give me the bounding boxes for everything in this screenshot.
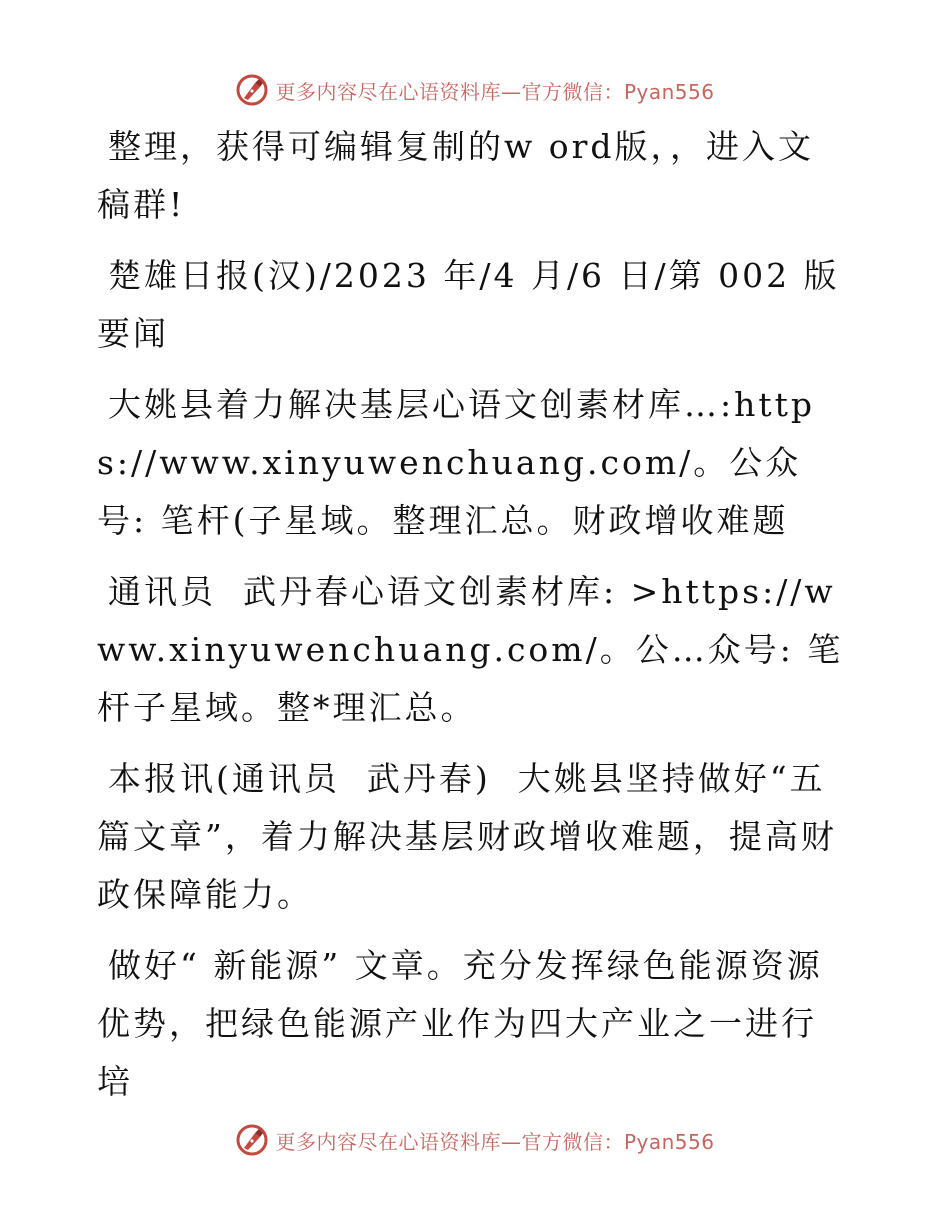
banner-text: 更多内容尽在心语资料库—官方微信：Pyan556 [275,1129,715,1154]
pen-nib-logo-icon [235,1123,269,1157]
paragraph-source: 楚雄日报(汉)/2023 年/4 月/6 日/第 002 版要闻 [97,256,840,353]
footer-banner [0,1118,950,1162]
banner-text: 更多内容尽在心语资料库—官方微信：Pyan556 [275,79,715,104]
document-body [97,118,849,1124]
paragraph-byline: 通讯员 武丹春心语文创素材库: >https://www.xinyuwenchuang.com/。公…众号: 笔杆子星域。整*理汇总。 [97,572,844,727]
pen-nib-logo-icon [235,73,269,107]
paragraph-section: 做好“ 新能源” 文章。充分发挥绿色能源资源优势，把绿色能源产业作为四大产业之一进行培 [97,946,823,1101]
paragraph-lead: 本报讯(通讯员 武丹春) 大姚县坚持做好“五篇文章”，着力解决基层财政增收难题，提高财政保障能力。 [97,759,837,914]
paragraph-intro: 整理，获得可编辑复制的w ord版，，进入文稿群! [97,127,815,224]
paragraph-headline: 大姚县着力解决基层心语文创素材库…:https://www.xinyuwenchuang.com/。公众号: 笔杆(子星域。整理汇总。财政增收难题 [97,385,816,540]
header-banner [0,68,950,112]
